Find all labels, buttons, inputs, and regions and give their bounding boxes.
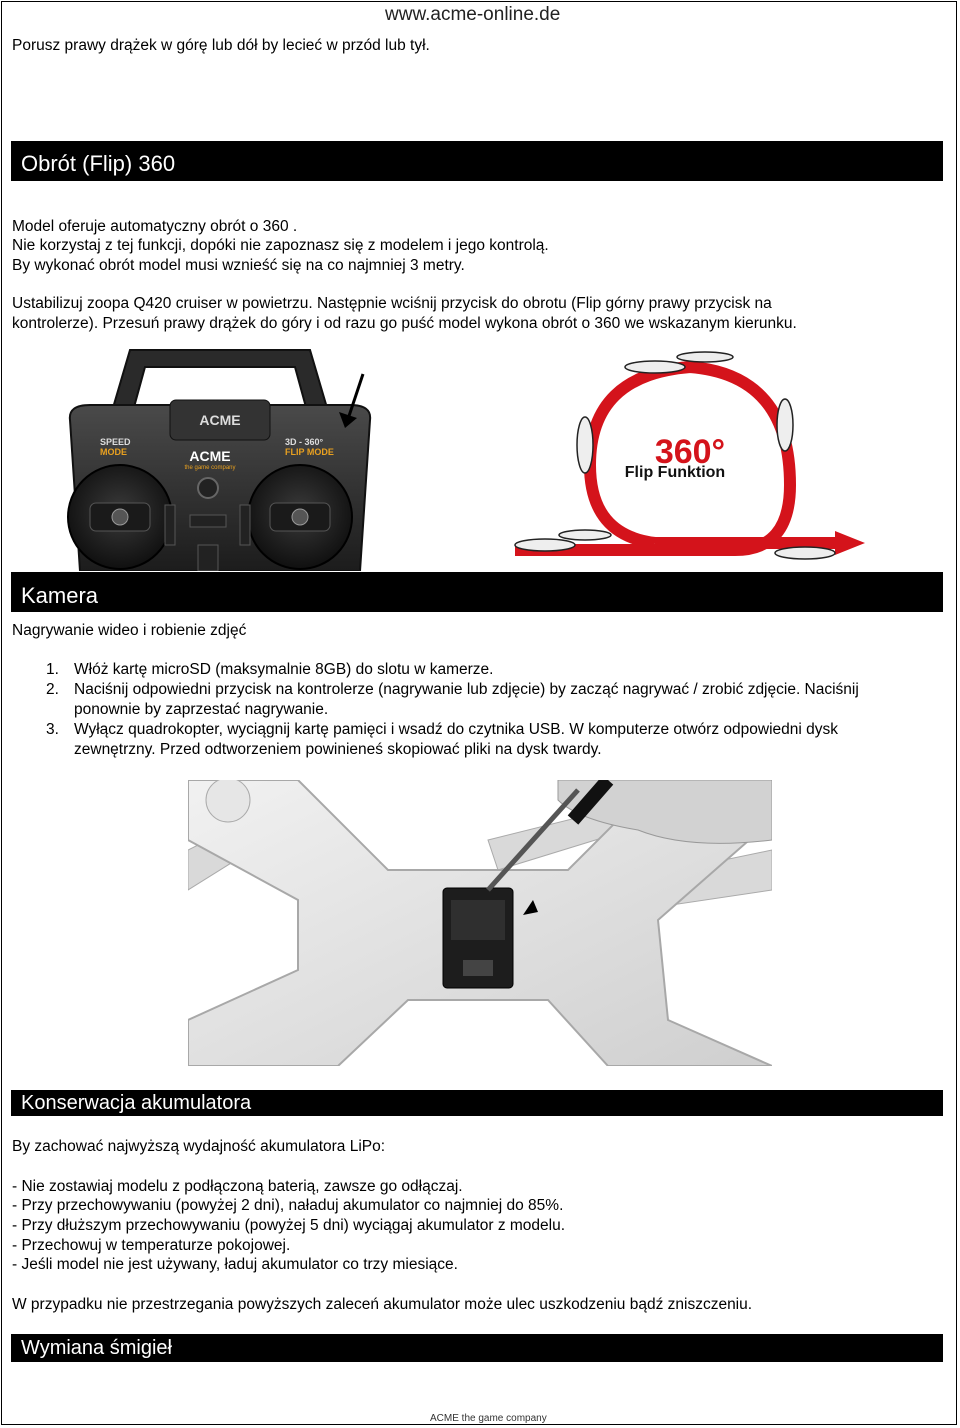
- controller-center-brand: ACME: [189, 448, 231, 464]
- section-bar-propeller: [11, 1334, 943, 1362]
- step-number: 1.: [46, 661, 59, 678]
- step-text: Naciśnij odpowiedni przycisk na kontrolerze (nagrywanie lub zdjęcie) by zacząć nagrywać / zrobić zdjęcie. Naciśnij: [74, 681, 859, 698]
- battery-warning: W przypadku nie przestrzegania powyższych zaleceń akumulator może ulec uszkodzeniu bądź zniszczeniu.: [12, 1296, 753, 1313]
- flip-loop-image: [505, 345, 870, 570]
- flip-para-1: Ustabilizuj zoopa Q420 cruiser w powietrzu. Następnie wciśnij przycisk do obrotu (Flip górny prawy przycisk na: [12, 295, 772, 312]
- controller-flip-label: 3D - 360°: [285, 437, 324, 447]
- battery-bullet-5: - Jeśli model nie jest używany, ładuj akumulator co trzy miesiące.: [12, 1256, 458, 1273]
- camera-install-image: [188, 780, 772, 1066]
- footer-text: ACME the game company: [430, 1413, 547, 1424]
- section-title-camera: Kamera: [21, 583, 99, 608]
- flip-caption: Flip Funktion: [624, 464, 726, 481]
- battery-bullet-2: - Przy przechowywaniu (powyżej 2 dni), naładuj akumulator co najmniej do 85%.: [12, 1197, 564, 1214]
- flip-line-3: By wykonać obrót model musi wznieść się na co najmniej 3 metry.: [12, 257, 465, 274]
- battery-bullet-1: - Nie zostawiaj modelu z podłączoną baterią, zawsze go odłączaj.: [12, 1178, 463, 1195]
- step-text: Wyłącz quadrokopter, wyciągnij kartę pamięci i wsadź do czytnika USB. W komputerze otwórz odpowiedni dysk: [74, 721, 838, 738]
- controller-mode-label: MODE: [100, 447, 127, 457]
- step-number: 2.: [46, 681, 59, 698]
- battery-intro: By zachować najwyższą wydajność akumulatora LiPo:: [12, 1138, 386, 1155]
- controller-speed-label: SPEED: [100, 437, 131, 447]
- flip-para-2: kontrolerze). Przesuń prawy drążek do góry i od razu go puść model wykona obrót o 360 we wskazanym kierunku.: [12, 315, 797, 332]
- flip-big-label: 360°: [654, 433, 726, 471]
- step-text: zewnętrzny. Przed odtworzeniem powinieneś skopiować pliki na dysk twardy.: [74, 741, 602, 758]
- camera-subtitle: Nagrywanie wideo i robienie zdjęć: [12, 622, 247, 639]
- step-text: ponownie by zaprzestać nagrywanie.: [74, 701, 329, 718]
- intro-line: Porusz prawy drążek w górę lub dół by lecieć w przód lub tył.: [12, 37, 430, 54]
- battery-bullet-4: - Przechowuj w temperaturze pokojowej.: [12, 1237, 291, 1254]
- pointer-arrow-icon: [335, 372, 371, 430]
- flip-line-1: Model oferuje automatyczny obrót o 360 .: [12, 218, 298, 235]
- section-title-battery: Konserwacja akumulatora: [21, 1092, 252, 1114]
- controller-center-sub: the game company: [184, 465, 236, 471]
- section-bar-flip: [11, 141, 943, 181]
- section-title-propeller: Wymiana śmigieł: [21, 1337, 172, 1359]
- section-bar-camera: [11, 572, 943, 612]
- section-title-flip: Obrót (Flip) 360: [21, 151, 176, 176]
- section-bar-battery: [11, 1090, 943, 1116]
- controller-image: [60, 345, 380, 571]
- step-text: Włóż kartę microSD (maksymalnie 8GB) do slotu w kamerze.: [74, 661, 494, 678]
- controller-flipmode-label: FLIP MODE: [285, 447, 334, 457]
- battery-bullet-3: - Przy dłuższym przechowywaniu (powyżej 5 dni) wyciągaj akumulator z modelu.: [12, 1217, 566, 1234]
- header-url[interactable]: www.acme-online.de: [385, 4, 561, 25]
- controller-top-brand: ACME: [199, 412, 241, 428]
- camera-steps: [11, 660, 946, 760]
- step-number: 3.: [46, 721, 59, 738]
- flip-line-2: Nie korzystaj z tej funkcji, dopóki nie zapoznasz się z modelem i jego kontrolą.: [12, 237, 549, 254]
